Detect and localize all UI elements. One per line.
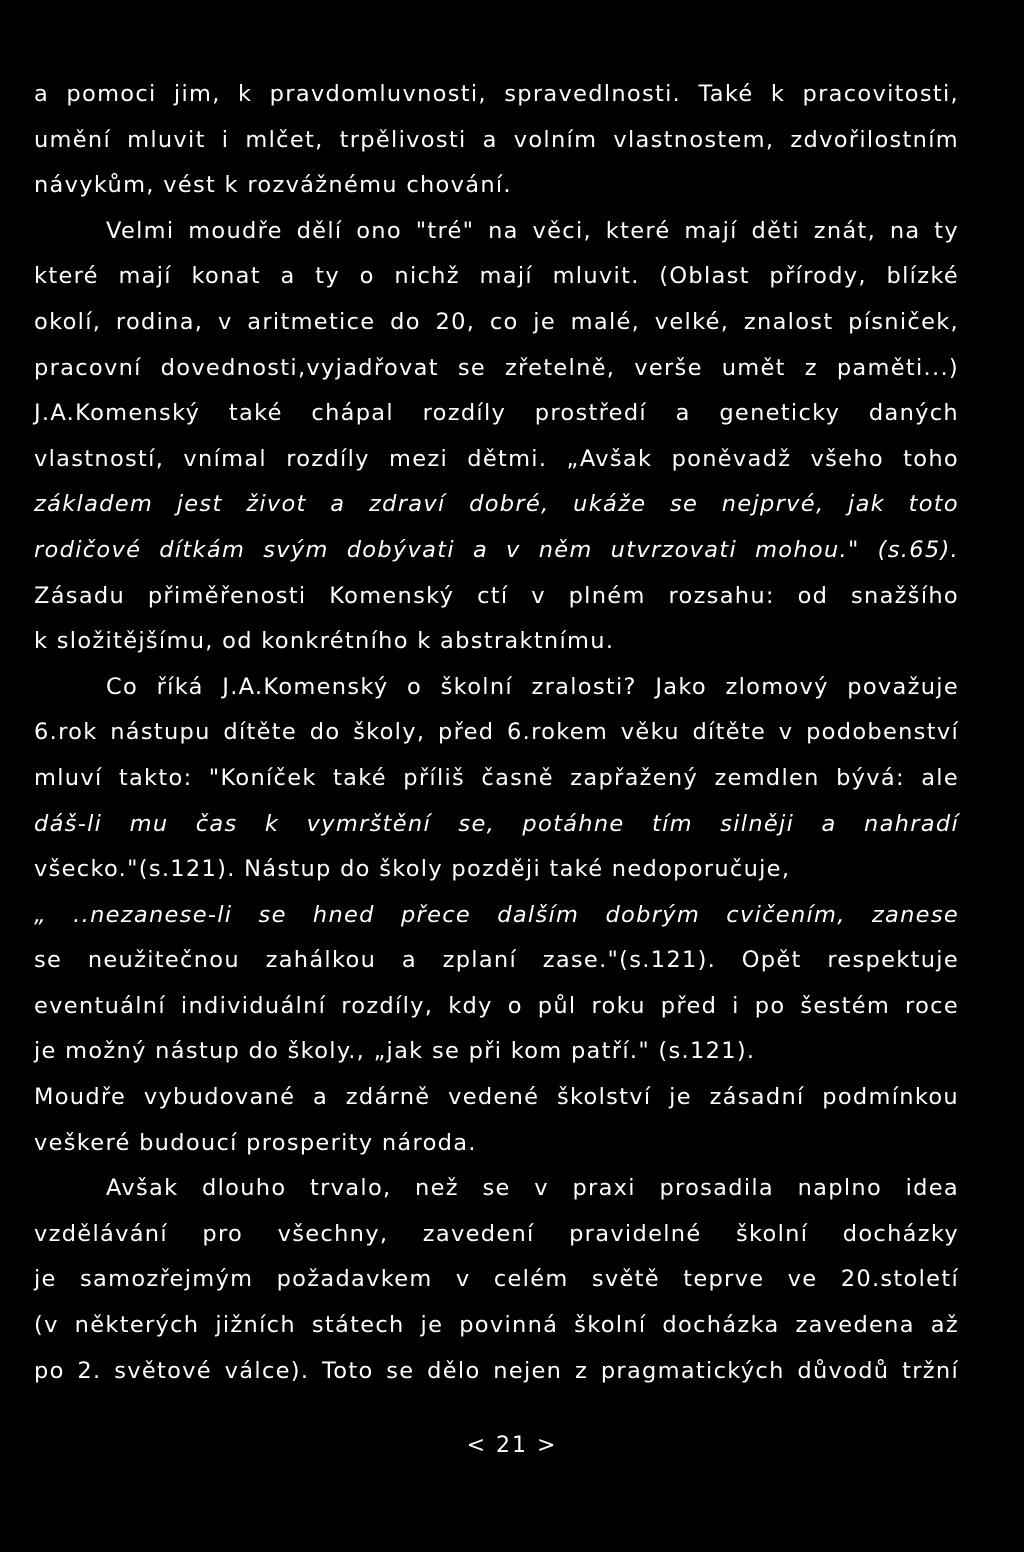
text-line: Velmi moudře dělí ono "tré" na věci, které mají děti znát, na ty	[106, 217, 959, 244]
italic-quote-line: základem jest život a zdraví dobré, ukáže se nejprvé, jak toto	[34, 491, 959, 518]
text-line: veškeré budoucí prosperity národa.	[34, 1129, 477, 1156]
text-line: eventuální individuální rozdíly, kdy o půl roku před i po šestém roce	[34, 992, 959, 1019]
text-line: J.A.Komenský také chápal rozdíly prostředí a geneticky daných	[34, 400, 959, 427]
text-line: 6.rok nástupu dítěte do školy, před 6.rokem věku dítěte v podobenství	[34, 719, 959, 746]
text-line: pracovní dovednosti,vyjadřovat se zřetelně, verše umět z paměti...)	[34, 354, 959, 381]
text-line: všecko."(s.121). Nástup do školy později také nedoporučuje,	[34, 856, 791, 883]
text-line: je možný nástup do školy., „jak se při kom patří." (s.121).	[34, 1038, 756, 1065]
text-line: Co říká J.A.Komenský o školní zralosti? Jako zlomový považuje	[106, 673, 959, 700]
text-line: (v některých jižních státech je povinná školní docházka zavedena až	[34, 1312, 959, 1339]
page-number: < 21 >	[466, 1433, 558, 1458]
text-line: okolí, rodina, v aritmetice do 20, co je malé, velké, znalost písniček,	[34, 308, 959, 335]
text-line: k složitějšímu, od konkrétního k abstraktnímu.	[34, 628, 615, 655]
text-line: které mají konat a ty o nichž mají mluvit. (Oblast přírody, blízké	[34, 263, 959, 290]
text-line: vlastností, vnímal rozdíly mezi dětmi. „Avšak poněvadž všeho toho	[34, 445, 959, 472]
text-line: je samozřejmým požadavkem v celém světě teprve ve 20.století	[34, 1266, 959, 1293]
text-line: Avšak dlouho trvalo, než se v praxi prosadila naplno idea	[106, 1175, 959, 1202]
text-line: Zásadu přiměřenosti Komenský ctí v plném rozsahu: od snažšího	[34, 582, 959, 609]
text-line: umění mluvit i mlčet, trpělivosti a volním vlastnostem, zdvořilostním	[34, 126, 959, 153]
text-line: a pomoci jim, k pravdomluvnosti, spravedlnosti. Také k pracovitosti,	[34, 81, 959, 107]
italic-quote-line: „ ..nezanese-li se hned přece dalším dobrým cvičením, zanese	[34, 901, 959, 928]
italic-quote-line: dáš-li mu čas k vymrštění se, potáhne tím silněji a nahradí	[34, 810, 959, 837]
text-line: návykům, vést k rozvážnému chování.	[34, 172, 512, 199]
text-line: po 2. světové válce). Toto se dělo nejen z pragmatických důvodů tržní	[34, 1357, 959, 1384]
text-line: Moudře vybudované a zdárně vedené školství je zásadní podmínkou	[34, 1084, 959, 1111]
document-page	[34, 72, 959, 1394]
text-line: se neužitečnou zahálkou a zplaní zase."(s.121). Opět respektuje	[34, 947, 959, 974]
text-line: vzdělávání pro všechny, zavedení pravidelné školní docházky	[34, 1220, 959, 1247]
italic-quote-line: rodičové dítkám svým dobývati a v něm utvrzovati mohou." (s.65).	[34, 536, 959, 563]
text-line: mluví takto: "Koníček také příliš časně zapřažený zemdlen bývá: ale	[34, 764, 959, 791]
